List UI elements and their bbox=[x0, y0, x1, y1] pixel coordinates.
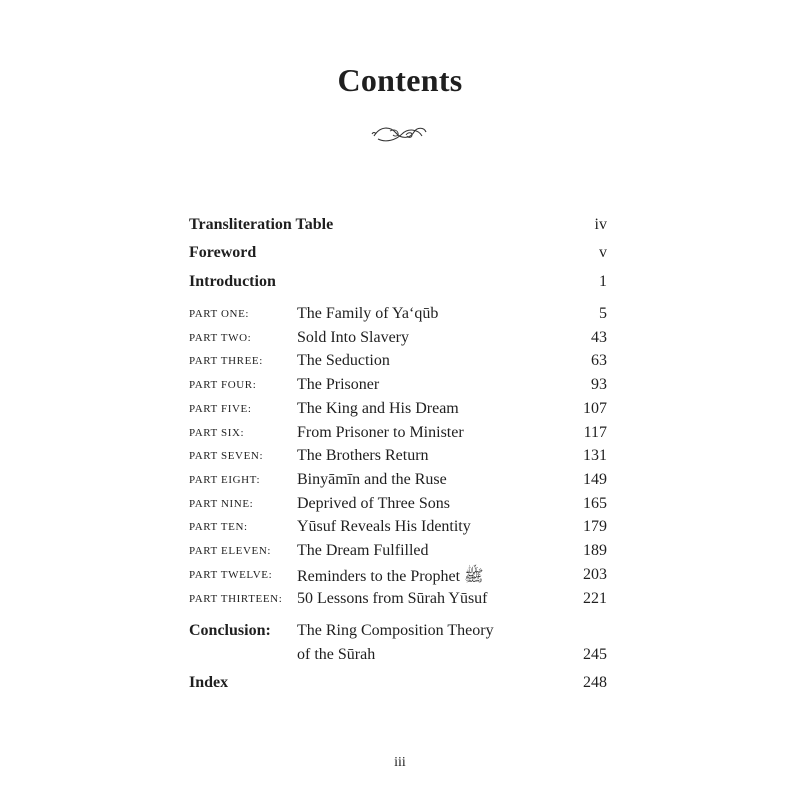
toc-entry-transliteration[interactable] bbox=[189, 216, 607, 240]
part-label: PART EIGHT: bbox=[189, 474, 261, 486]
toc-page-number: iv bbox=[594, 216, 607, 233]
toc-page-number: 43 bbox=[591, 329, 607, 346]
toc-entry-part-twelve[interactable] bbox=[189, 566, 607, 590]
part-label: PART NINE: bbox=[189, 498, 254, 510]
toc-entry-label: Transliteration Table bbox=[189, 216, 334, 233]
part-label: PART ONE: bbox=[189, 308, 250, 320]
toc-page-number: 221 bbox=[583, 590, 607, 607]
toc-entry-label: Index bbox=[189, 674, 229, 691]
toc-page-number: 93 bbox=[591, 376, 607, 393]
part-label: PART ELEVEN: bbox=[189, 545, 272, 557]
toc-entry-part-eleven[interactable] bbox=[189, 542, 607, 566]
part-label: PART THREE: bbox=[189, 355, 263, 367]
toc-entry-part-five[interactable] bbox=[189, 400, 607, 424]
toc-entry-part-nine[interactable] bbox=[189, 495, 607, 519]
toc-entry-index[interactable] bbox=[189, 674, 607, 698]
part-title: Reminders to the Prophet ﷺ bbox=[297, 568, 484, 585]
part-label: PART TEN: bbox=[189, 521, 248, 533]
toc-page-number: 117 bbox=[583, 424, 607, 441]
toc-page-number: 245 bbox=[583, 646, 607, 663]
part-title: Yūsuf Reveals His Identity bbox=[297, 518, 471, 535]
toc-entry-label: Foreword bbox=[189, 244, 257, 261]
part-title: Deprived of Three Sons bbox=[297, 495, 450, 512]
conclusion-title-line-1: The Ring Composition Theory bbox=[297, 622, 494, 639]
toc-entry-part-one[interactable] bbox=[189, 305, 607, 329]
toc-entry-part-three[interactable] bbox=[189, 352, 607, 376]
toc-page-number: v bbox=[599, 244, 607, 261]
part-title: The Prisoner bbox=[297, 376, 380, 393]
part-title: The Seduction bbox=[297, 352, 390, 369]
toc-page-number: 107 bbox=[583, 400, 607, 417]
toc-entry-part-four[interactable] bbox=[189, 376, 607, 400]
part-title: The Dream Fulfilled bbox=[297, 542, 429, 559]
toc-entry-part-ten[interactable] bbox=[189, 518, 607, 542]
toc-page-number: 189 bbox=[583, 542, 607, 559]
part-title: From Prisoner to Minister bbox=[297, 424, 464, 441]
part-title: Binyāmīn and the Ruse bbox=[297, 471, 447, 488]
toc-entry-part-two[interactable] bbox=[189, 329, 607, 353]
toc-entry-part-thirteen[interactable] bbox=[189, 590, 607, 614]
conclusion-title-line-2: of the Sūrah bbox=[297, 646, 376, 663]
part-title: The King and His Dream bbox=[297, 400, 459, 417]
toc-page-number: 165 bbox=[583, 495, 607, 512]
part-label: PART TWO: bbox=[189, 332, 252, 344]
toc-entry-part-six[interactable] bbox=[189, 424, 607, 448]
toc-page-number: 149 bbox=[583, 471, 607, 488]
toc-entry-foreword[interactable] bbox=[189, 244, 607, 268]
part-title: The Family of Ya‘qūb bbox=[297, 305, 439, 322]
part-title: 50 Lessons from Sūrah Yūsuf bbox=[297, 590, 488, 607]
toc-entry-label: Conclusion: bbox=[189, 622, 271, 639]
part-title: The Brothers Return bbox=[297, 447, 429, 464]
part-label: PART TWELVE: bbox=[189, 569, 273, 581]
toc-page-number: 63 bbox=[591, 352, 607, 369]
part-label: PART SEVEN: bbox=[189, 450, 264, 462]
toc-page-number: 203 bbox=[583, 566, 607, 583]
toc-page-number: 248 bbox=[583, 674, 607, 691]
toc-page-number: 5 bbox=[599, 305, 607, 322]
part-label: PART THIRTEEN: bbox=[189, 593, 283, 605]
flourish-ornament-icon bbox=[370, 120, 430, 146]
part-label: PART FOUR: bbox=[189, 379, 257, 391]
part-title: Sold Into Slavery bbox=[297, 329, 409, 346]
toc-entry-part-eight[interactable] bbox=[189, 471, 607, 495]
toc-page-number: 131 bbox=[583, 447, 607, 464]
part-label: PART SIX: bbox=[189, 427, 245, 439]
page-folio: iii bbox=[394, 755, 406, 770]
toc-entry-part-seven[interactable] bbox=[189, 447, 607, 471]
toc-entry-label: Introduction bbox=[189, 273, 276, 290]
part-label: PART FIVE: bbox=[189, 403, 252, 415]
page-title: Contents bbox=[337, 62, 463, 98]
toc-page-number: 1 bbox=[599, 273, 607, 290]
toc-page-number: 179 bbox=[583, 518, 607, 535]
toc-entry-introduction[interactable] bbox=[189, 273, 607, 297]
toc-entry-conclusion[interactable] bbox=[189, 622, 607, 672]
